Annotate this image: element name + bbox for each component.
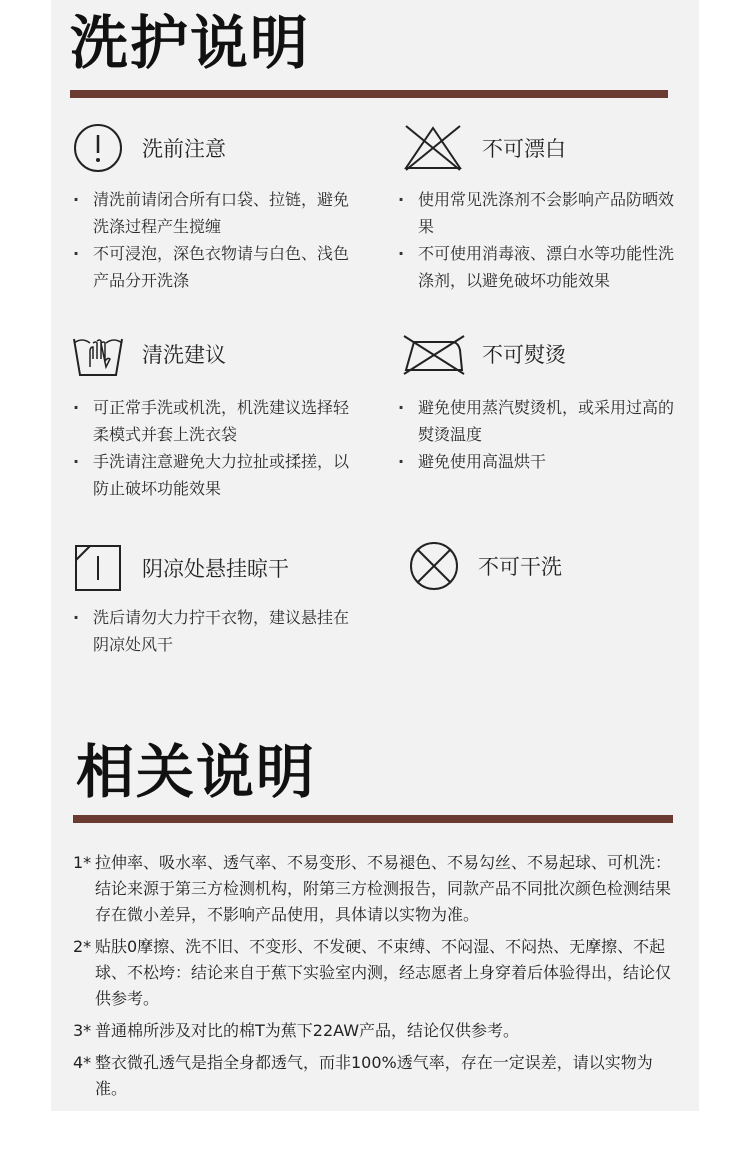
care-item-bullets [398,186,683,294]
care-item-no-iron [398,326,566,382]
bullet-item: · 使用常见洗涤剂不会影响产品防晒效果 [398,186,683,240]
note-text: 贴肤0摩擦、洗不旧、不变形、不发硬、不束缚、不闷湿、不闷热、无摩擦、不起球、不松垮：结论来自于蕉下实验室内测，经志愿者上身穿着后体验得出，结论仅供参考。 [95,937,672,1008]
notes-section-title: 相关说明 [76,738,317,806]
no-iron-icon [398,326,468,382]
care-item-title: 不可干洗 [478,555,562,579]
notes-list [73,850,673,1108]
note-number: 4* [73,1053,92,1072]
care-item-wash-advice [68,326,226,382]
care-item-bullets [73,186,358,294]
care-item-title: 不可漂白 [482,137,566,161]
note-item [73,934,673,1012]
no-bleach-icon [398,120,468,176]
care-item-bullets [73,394,358,502]
care-item-bullets [398,394,683,475]
note-text: 普通棉所涉及对比的棉T为蕉下22AW产品，结论仅供参考。 [95,1021,520,1040]
bullet-item: · 可正常手洗或机洗，机洗建议选择轻柔模式并套上洗衣袋 [73,394,358,448]
care-item-line-dry [68,540,289,596]
care-item-title: 洗前注意 [142,137,226,161]
care-item-title: 不可熨烫 [482,343,566,367]
bullet-item: · 清洗前请闭合所有口袋、拉链，避免洗涤过程产生搅缠 [73,186,358,240]
bullet-item: · 避免使用高温烘干 [398,448,683,475]
note-item [73,1018,673,1044]
note-number: 2* [73,937,92,956]
care-item-bullets [73,604,358,658]
care-item-title: 清洗建议 [142,343,226,367]
no-dry-clean-icon [404,538,464,594]
care-item-wash-notice [68,120,226,176]
note-item [73,1050,673,1102]
bullet-item: · 洗后请勿大力拧干衣物，建议悬挂在阴凉处风干 [73,604,358,658]
note-number: 1* [73,853,92,872]
care-section-title: 洗护说明 [70,9,311,77]
care-title-rule [70,90,668,98]
care-item-title: 阴凉处悬挂晾干 [142,557,289,581]
care-item-no-dry-clean [404,538,562,594]
hand-wash-icon [68,326,128,382]
note-text: 整衣微孔透气是指全身都透气，而非100%透气率，存在一定误差，请以实物为准。 [95,1053,653,1098]
note-item [73,850,673,928]
bullet-item: · 手洗请注意避免大力拉扯或揉搓，以防止破坏功能效果 [73,448,358,502]
bullet-item: · 避免使用蒸汽熨烫机，或采用过高的熨烫温度 [398,394,683,448]
note-text: 拉伸率、吸水率、透气率、不易变形、不易褪色、不易勾丝、不易起球、可机洗：结论来源于第三方检测机构，附第三方检测报告，同款产品不同批次颜色检测结果存在微小差异，不影响产品使用，具体请以实物为准。 [95,853,672,924]
exclamation-circle-icon [68,120,128,176]
bullet-item: · 不可浸泡，深色衣物请与白色、浅色产品分开洗涤 [73,240,358,294]
bullet-item: · 不可使用消毒液、漂白水等功能性洗涤剂，以避免破坏功能效果 [398,240,683,294]
line-dry-shade-icon [68,540,128,596]
notes-title-rule [73,815,673,823]
care-item-no-bleach [398,120,566,176]
note-number: 3* [73,1021,92,1040]
